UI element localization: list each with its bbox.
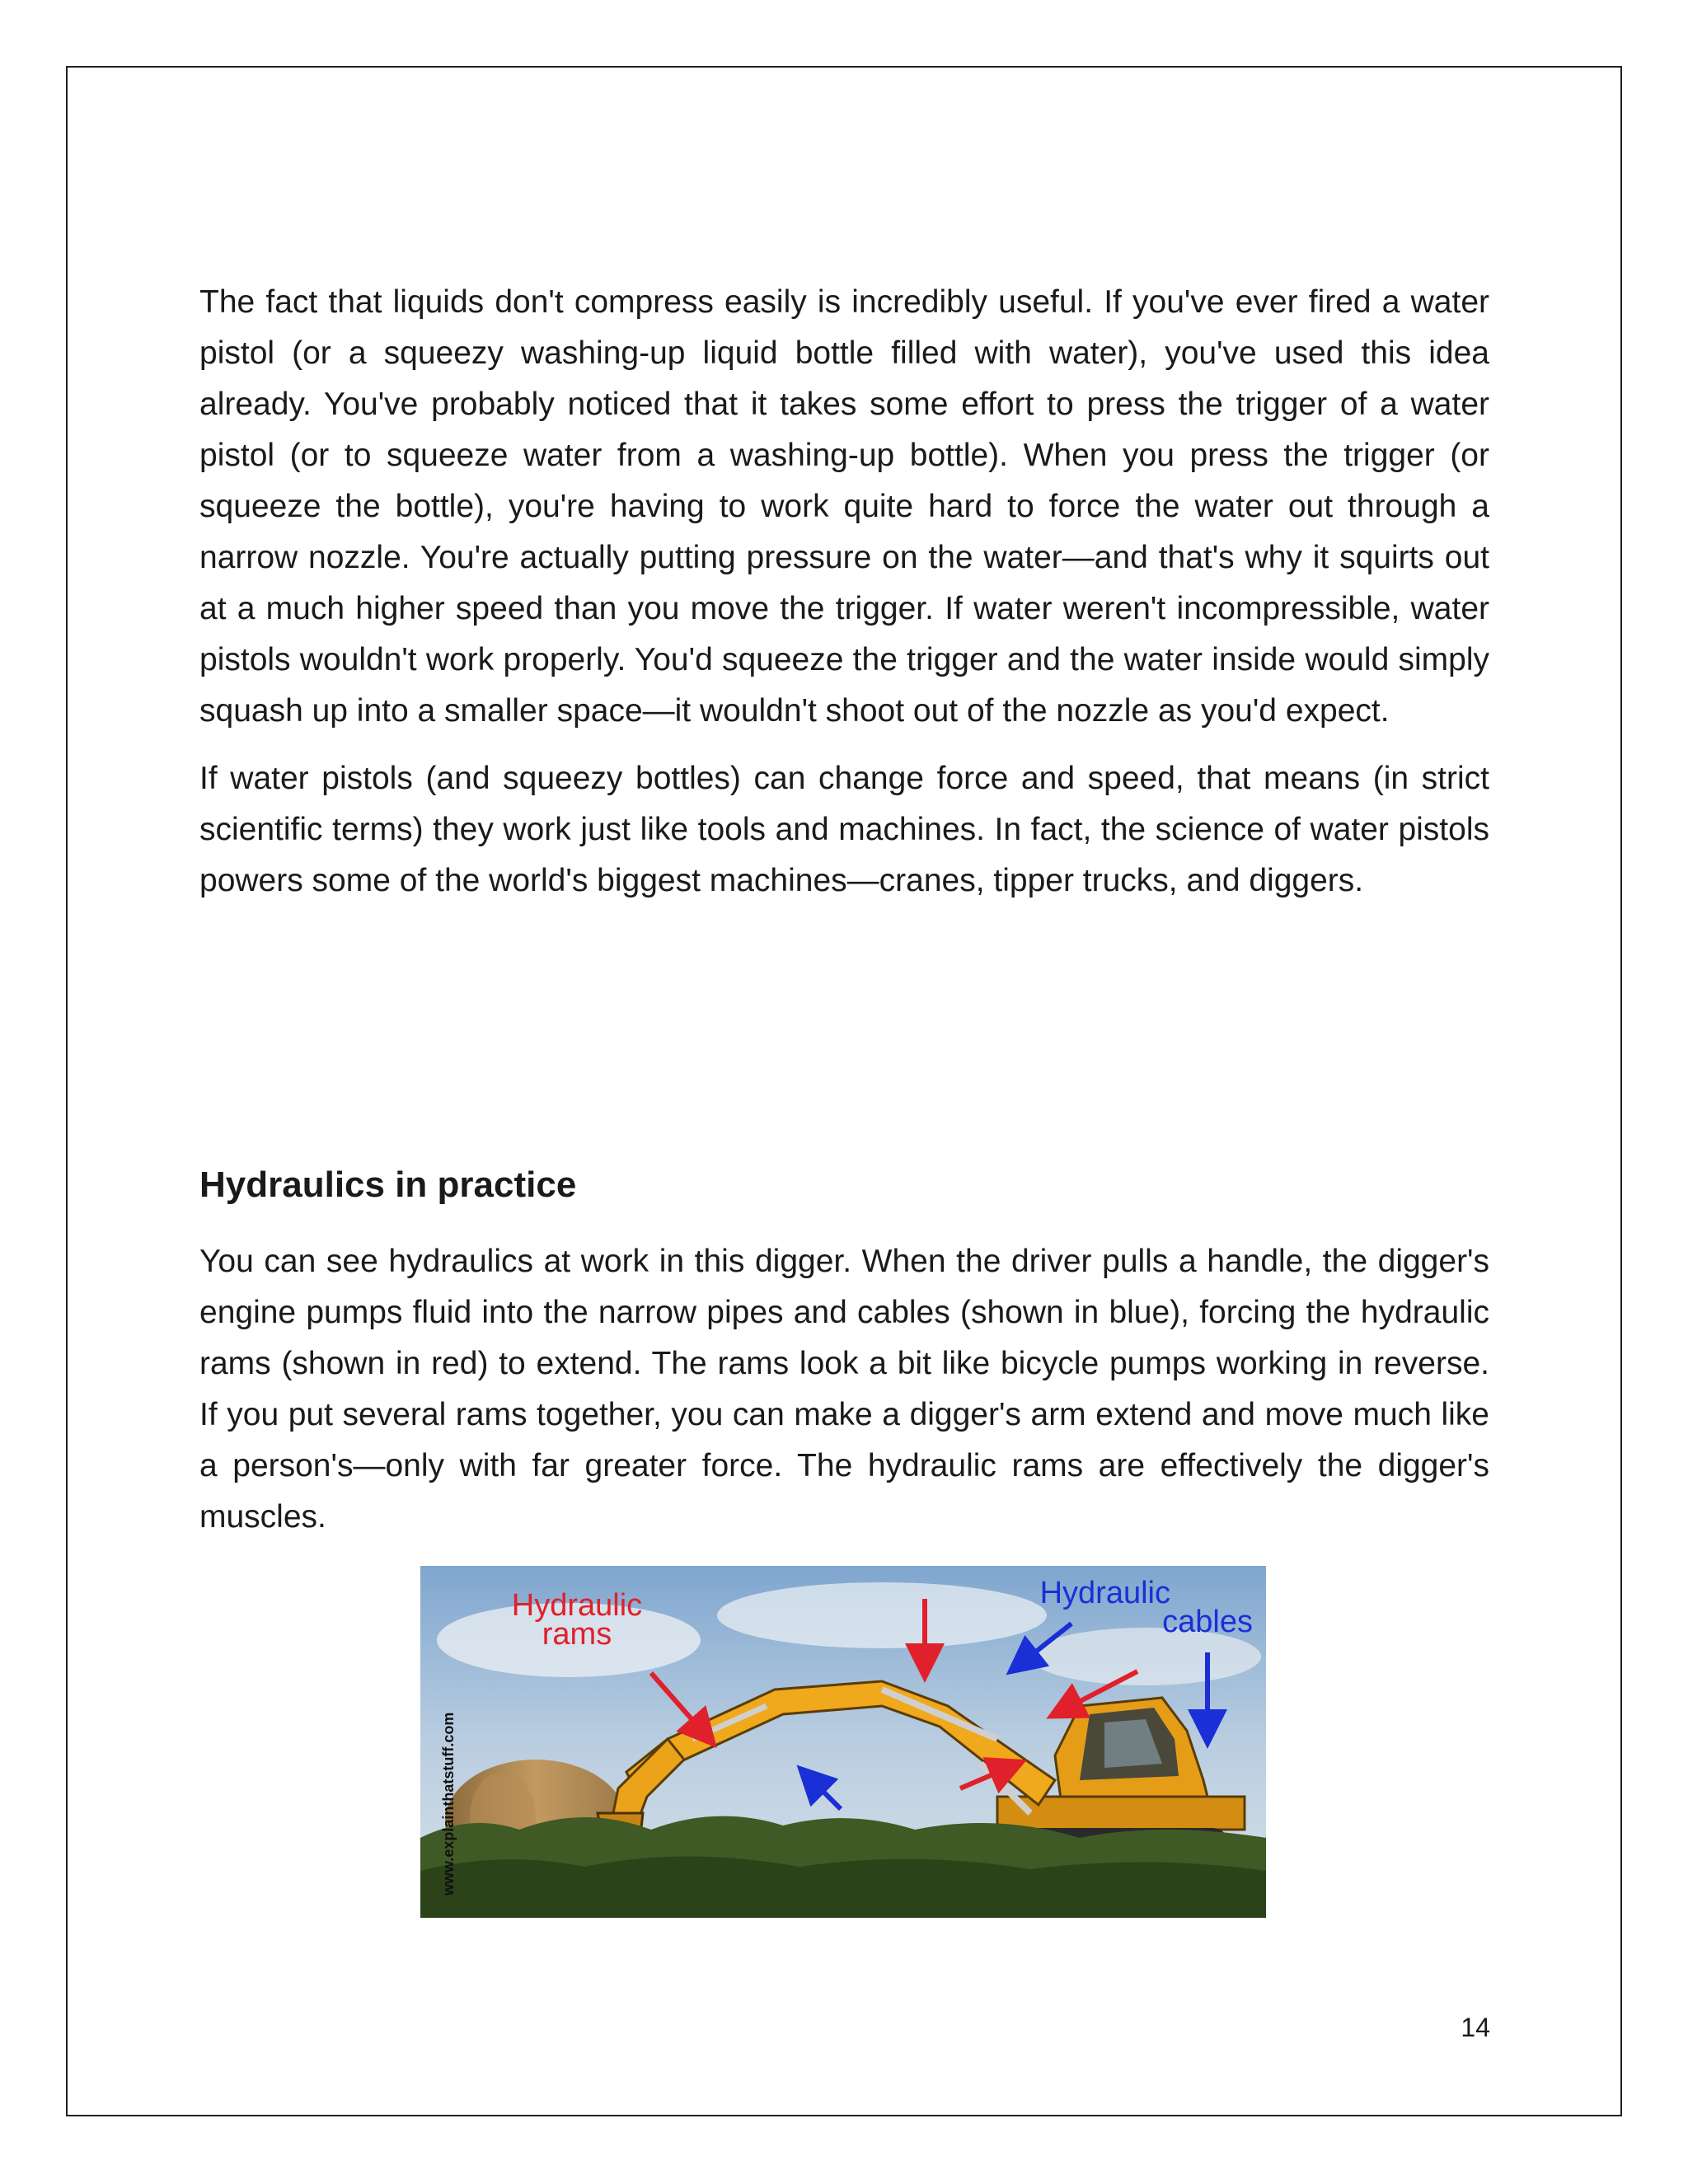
intro-paragraph-1: The fact that liquids don't compress easily is incredibly useful. If you've ever fired a water pistol (or a squeezy washing-up liquid bottle filled with water), you've used this idea already. You've probably noticed that it takes some effort to press the trigger of a water pistol (or to squeeze water from a washing-up bottle). When you press the trigger (or squeeze the bottle), you're having to work quite hard to force the water out through a narrow nozzle. You're actually putting pressure on the water—and that's why it squirts out at a much higher speed than you move the trigger. If water weren't incompressible, water pistols wouldn't work properly. You'd squeeze the trigger and the water inside would simply squash up into a smaller space—it wouldn't shoot out of the nozzle as you'd expect. <box>199 284 1489 729</box>
watermark-text: www.explainthatstuff.com <box>440 1712 457 1896</box>
section-paragraph: You can see hydraulics at work in this digger. When the driver pulls a handle, the digger's engine pumps fluid into the narrow pipes and cables (shown in blue), forcing the hydraulic rams (shown in red) to extend. The rams look a bit like bicycle pumps working in reverse. If you put several rams together, you can make a digger's arm extend and move much like a person's—only with far greater force. The hydraulic rams are effectively the digger's muscles. <box>199 1244 1489 1535</box>
intro-paragraph-2: If water pistols (and squeezy bottles) can change force and speed, that means (in strict scientific terms) they work just like tools and machines. In fact, the science of water pistols powers some of the world's biggest machines—cranes, tipper trucks, and diggers. <box>199 761 1489 898</box>
intro-section <box>199 277 1489 907</box>
label-cables-line2: cables <box>1162 1605 1253 1639</box>
digger-figure <box>420 1566 1266 1918</box>
label-cables-line1: Hydraulic <box>1039 1576 1170 1610</box>
cloud <box>717 1582 1047 1648</box>
label-rams-line2: rams <box>542 1617 612 1652</box>
page-number: 14 <box>1461 2013 1490 2042</box>
digger-illustration <box>420 1566 1266 1918</box>
section-body <box>199 1236 1489 1543</box>
label-rams-line1: Hydraulic <box>511 1588 643 1623</box>
section-heading: Hydraulics in practice <box>199 1165 577 1205</box>
